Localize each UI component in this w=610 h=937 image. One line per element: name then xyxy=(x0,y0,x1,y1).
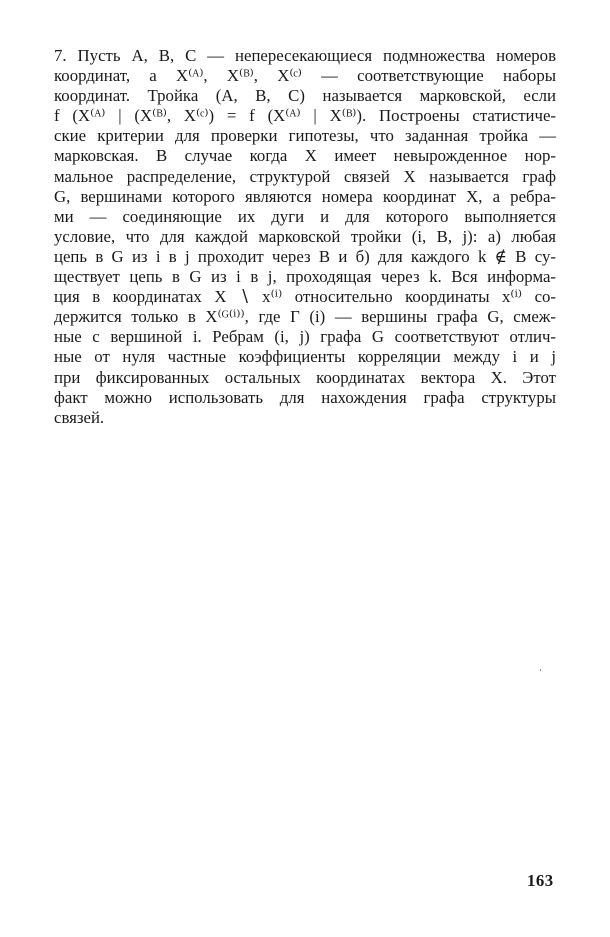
text-line: ществует цепь в G из i в j, проходящая через k. Вся информа- xyxy=(54,267,556,287)
page-number: 163 xyxy=(527,871,554,890)
text-line: ми — соединяющие их дуги и для которого выполняется xyxy=(54,206,556,226)
text-line: ские критерии для проверки гипотезы, что заданная тройка — xyxy=(54,126,556,146)
text-line: координат, а X⁽ᴬ⁾, X⁽ᴮ⁾, X⁽ᶜ⁾ — соответствующие наборы xyxy=(54,66,556,86)
text-line: G, вершинами которого являются номера координат X, а ребра- xyxy=(54,186,556,206)
print-speck xyxy=(540,669,541,671)
text-line: ные с вершиной i. Ребрам (i, j) графа G соответствуют отлич- xyxy=(54,327,556,347)
paragraph-7 xyxy=(54,46,556,428)
text-line: при фиксированных остальных координатах вектора X. Этот xyxy=(54,367,556,387)
text-line: ные от нуля частные коэффициенты корреляции между i и j xyxy=(54,347,556,367)
text-line: 7. Пусть A, B, C — непересекающиеся подмножества номеров xyxy=(54,46,556,65)
text-line: условие, что для каждой марковской тройки (i, B, j): а) любая xyxy=(54,226,556,246)
text-line: марковская. В случае когда X имеет невырожденное нор- xyxy=(54,146,556,166)
text-line: f (X⁽ᴬ⁾ | (X⁽ᴮ⁾, X⁽ᶜ⁾) = f (X⁽ᴬ⁾ | X⁽ᴮ⁾). Построены статистиче- xyxy=(54,106,556,126)
text-line: ция в координатах X ∖ x⁽ⁱ⁾ относительно координаты x⁽ⁱ⁾ со- xyxy=(54,287,556,307)
text-line: факт можно использовать для нахождения графа структуры xyxy=(54,387,556,407)
text-line: держится только в X⁽ᴳ⁽ⁱ⁾⁾, где Γ (i) — вершины графа G, смеж- xyxy=(54,307,556,327)
text-line: мальное распределение, структурой связей X называется граф xyxy=(54,166,556,186)
text-line: связей. xyxy=(54,407,105,427)
text-line: координат. Тройка (A, B, C) называется марковской, если xyxy=(54,86,556,106)
text-line: цепь в G из i в j проходит через B и б) для каждого k ∉ B су- xyxy=(54,246,556,266)
